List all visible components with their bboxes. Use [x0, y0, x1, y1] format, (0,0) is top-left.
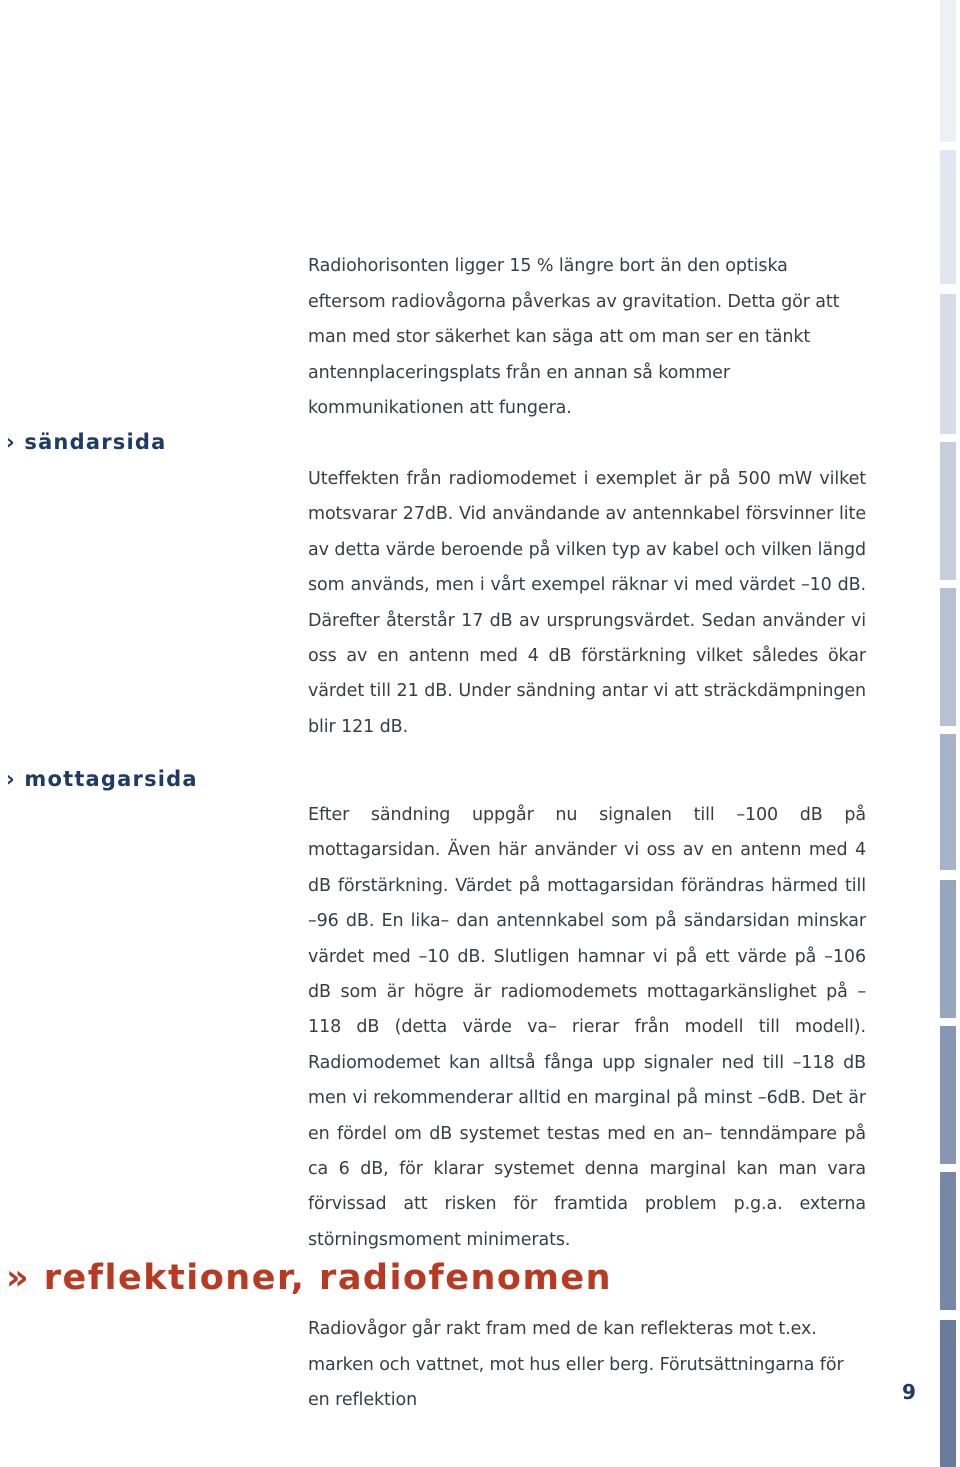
reflektioner-paragraph: Radiovågor går rakt fram med de kan reflekteras mot t.ex. marken och vattnet, mot hus eller berg. Förutsättningarna för en reflektion: [308, 1319, 844, 1410]
sandarsida-heading: › sändarsida: [6, 430, 167, 454]
intro-paragraph: Radiohorisonten ligger 15 % längre bort än den optiska eftersom radiovågorna påverkas av gravitation. Detta gör att man med stor säkerhet kan säga att om man ser en tänkt antennplaceringsplats från en annan så kommer kommunikationen att fungera.: [308, 256, 840, 418]
sandarsida-paragraph: Uteffekten från radiomodemet i exemplet är på 500 mW vilket motsvarar 27dB. Vid användande av antennkabel försvinner lite av detta värde beroende på vilken typ av kabel och vilken längd som används, men i vårt exempel räknar vi med värdet –10 dB. Därefter återstår 17 dB av ursprungsvärdet. Sedan använder vi oss av en antenn med 4 dB förstärkning vilket således ökar värdet till 21 dB. Under sändning antar vi att sträckdämpningen blir 121 dB.: [308, 469, 866, 737]
reflektioner-heading: » reflektioner, radiofenomen: [6, 1258, 613, 1298]
edge-tab-strip: [940, 0, 956, 1467]
page-number: 9: [902, 1380, 916, 1404]
mottagarsida-heading: › mottagarsida: [6, 767, 198, 791]
mottagarsida-paragraph: Efter sändning uppgår nu signalen till –100 dB på mottagarsidan. Även här använder vi oss av en antenn med 4 dB förstärkning. Värdet på mottagarsidan förändras härmed till –96 dB. En lika– dan antennkabel som på sändarsidan minskar värdet med –10 dB. Slutligen hamnar vi på ett värde på –106 dB som är högre är radiomodemets mottagarkänslighet på –118 dB (detta värde va– rierar från modell till modell). Radiomodemet kan alltså fånga upp signaler ned till –118 dB men vi rekommenderar alltid en marginal på minst –6dB. Det är en fördel om dB systemet testas med en an– tenndämpare på ca 6 dB, för klarar systemet denna marginal kan man vara förvissad att risken för framtida problem p.g.a. externa störningsmoment minimerats.: [308, 805, 866, 1250]
